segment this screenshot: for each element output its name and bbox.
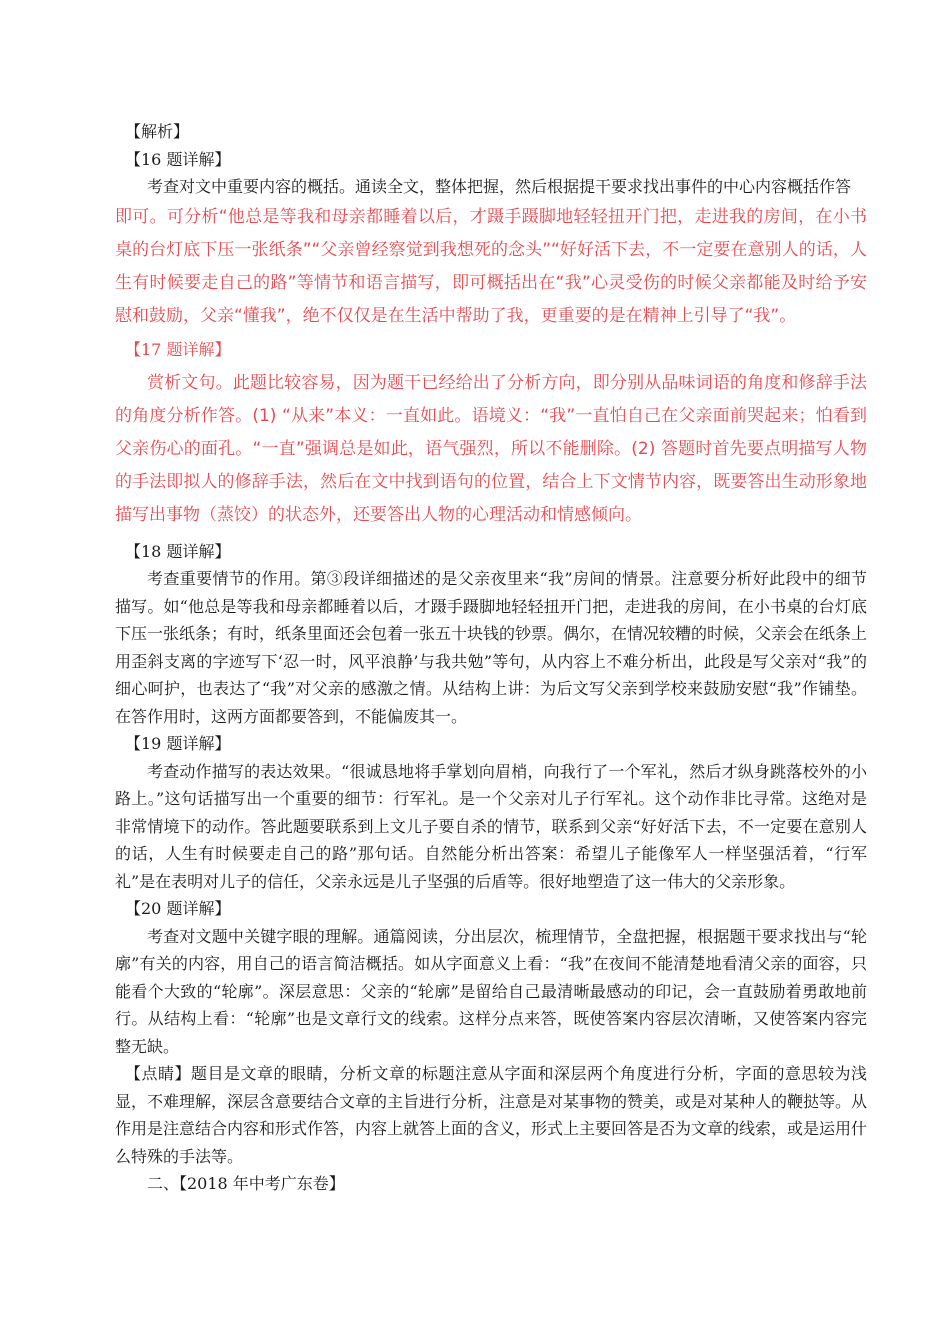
section-heading: 二、【2018 年中考广东卷】	[147, 1174, 345, 1193]
q18-heading: 【18 题详解】	[125, 541, 231, 561]
tip-paragraph	[115, 1060, 867, 1170]
q16-body-black: 考查对文中重要内容的概括。通读全文，整体把握，然后根据提干要求找出事件的中心内容概括作答	[147, 177, 852, 196]
q16-heading: 【16 题详解】	[125, 149, 231, 169]
q17-heading: 【17 题详解】	[125, 339, 231, 359]
tip-body: 题目是文章的眼睛，分析文章的标题注意从字面和深层两个角度进行分析，字面的意思较为浅显，不难理解，深层含意要结合文章的主旨进行分析，注意是对某事物的赞美，或是对某种人的鞭挞等。从作用是注意结合内容和形式作答，内容上就答上面的含义，形式上主要回答是否为文章的线索，或是运用什么特殊的手法等。	[115, 1064, 868, 1166]
q19-body: 考查动作描写的表达效果。“很诚恳地将手掌划向眉梢，向我行了一个军礼，然后才纵身跳落校外的小路上。”这句话描写出一个重要的细节：行军礼。是一个父亲对儿子行军礼。这个动作非比寻常。这绝对是非常情境下的动作。答此题要联系到上文儿子要自杀的情节，联系到父亲“好好活下去，不一定要在意别人的话，人生有时候要走自己的路”那句话。自然能分析出答案：希望儿子能像军人一样坚强活着，“行军礼”是在表明对儿子的信任，父亲永远是儿子坚强的后盾等。很好地塑造了这一伟大的父亲形象。	[115, 761, 867, 891]
analysis-heading: 【解析】	[125, 122, 190, 141]
q19-heading: 【19 题详解】	[125, 734, 231, 753]
tip-label: 【点睛】	[125, 1064, 191, 1083]
document-page	[115, 118, 867, 1198]
q17-body: 赏析文句。此题比较容易，因为题干已经给出了分析方向，即分别从品味词语的角度和修辞手法的角度分析作答。(1) “从来”本义：一直如此。语境义：“我”一直怕自己在父亲面前哭起来；怕看到父亲伤心的面孔。“一直”强调总是如此，语气强烈，所以不能删除。(2) 答题时首先要点明描写人物的手法即拟人的修辞手法，然后在文中找到语句的位置，结合上下文情节内容，既要答出生动形象地描写出事物（蒸饺）的状态外，还要答出人物的心理活动和情感倾向。	[115, 372, 867, 525]
q16-body-red: 即可。可分析“他总是等我和母亲都睡着以后，才蹑手蹑脚地轻轻扭开门把，走进我的房间，在小书桌的台灯底下压一张纸条”“父亲曾经察觉到我想死的念头”“好好活下去，不一定要在意别人的话，人生有时候要走自己的路”等情节和语言描写，即可概括出在“我”心灵受伤的时候父亲都能及时给予安慰和鼓励，父亲“懂我”，绝不仅仅是在生活中帮助了我，更重要的是在精神上引导了“我”。	[115, 206, 867, 326]
q18-body: 考查重要情节的作用。第③段详细描述的是父亲夜里来“我”房间的情景。注意要分析好此段中的细节描写。如“他总是等我和母亲都睡着以后，才蹑手蹑脚地轻轻扭开门把，走进我的房间，在小书桌的台灯底下压一张纸条；有时，纸条里面还会包着一张五十块钱的钞票。偶尔，在情况较糟的时候，父亲会在纸条上用歪斜支离的字迹写下‘忍一时，风平浪静’与我共勉”等句，从内容上不难分析出，此段是写父亲对“我”的细心呵护，也表达了“我”对父亲的感激之情。从结构上讲：为后文写父亲到学校来鼓励安慰“我”作铺垫。在答作用时，这两方面都要答到，不能偏废其一。	[115, 569, 868, 726]
q20-heading: 【20 题详解】	[125, 899, 231, 918]
q20-body: 考查对文题中关键字眼的理解。通篇阅读，分出层次，梳理情节，全盘把握，根据题干要求找出与“轮廓”有关的内容，用自己的语言简洁概括。如从字面意义上看：“我”在夜间不能清楚地看清父亲的面容，只能看个大致的“轮廓”。深层意思：父亲的“轮廓”是留给自己最清晰最感动的印记，会一直鼓励着勇敢地前行。从结构上看：“轮廓”也是文章行文的线索。这样分点来答，既使答案内容层次清晰，又使答案内容完整无缺。	[115, 926, 867, 1056]
